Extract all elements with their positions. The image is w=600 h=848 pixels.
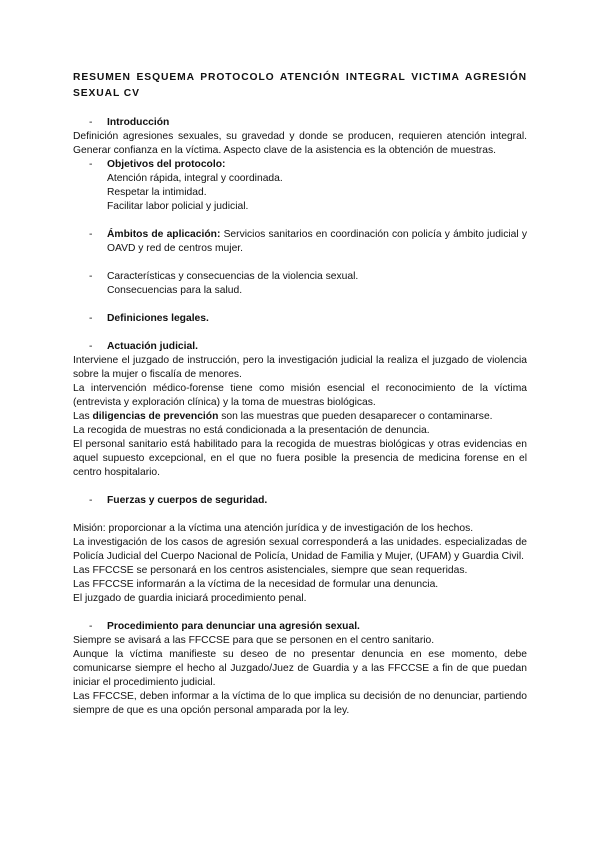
procedimiento-paragraph: Siempre se avisará a las FFCCSE para que se personen en el centro sanitario.: [73, 635, 435, 646]
bullet-dash: -: [89, 229, 93, 240]
section-heading-actuacion: [73, 340, 527, 354]
heading-text: Procedimiento para denunciar una agresión sexual.: [107, 621, 360, 632]
actuacion-paragraph: La intervención médico-forense tiene como misión esencial el reconocimiento de la víctima (entrevista y exploración clínica) y la toma de muestras biológicas.: [73, 383, 527, 408]
caracteristicas-line: Consecuencias para la salud.: [107, 285, 243, 296]
text-run: Las: [73, 411, 93, 422]
text-run: son las muestras que pueden desaparecer o contaminarse.: [218, 411, 493, 422]
caracteristicas-line: Características y consecuencias de la violencia sexual.: [107, 271, 359, 282]
bullet-dash: -: [89, 621, 93, 632]
bullet-dash: -: [89, 117, 93, 128]
section-heading-definiciones: [73, 312, 527, 326]
heading-text: Introducción: [107, 117, 170, 128]
fuerzas-paragraph: Las FFCCSE se personará en los centros asistenciales, siempre que sean requeridas.: [73, 565, 468, 576]
bullet-dash: -: [89, 271, 93, 282]
fuerzas-paragraph: El juzgado de guardia iniciará procedimiento penal.: [73, 593, 307, 604]
objetivo-item: Facilitar labor policial y judicial.: [107, 201, 249, 212]
ambitos-text: Servicios sanitarios en coordinación con policía y ámbito judicial y OAVD y red de centros mujer.: [107, 229, 527, 254]
section-heading-introduccion: [73, 116, 527, 130]
section-heading-fuerzas: [73, 494, 527, 508]
heading-text: Actuación judicial.: [107, 341, 198, 352]
fuerzas-paragraph: La investigación de los casos de agresión sexual corresponderá a las unidades. especializadas de Policía Judicial del Cuerpo Nacional de Policía, Unidad de Familia y Mujer, (UFAM) y Guardia Civil.: [73, 537, 527, 562]
actuacion-paragraph: Interviene el juzgado de instrucción, pero la investigación judicial la realiza el juzgado de violencia sobre la mujer o fiscalía de menores.: [73, 355, 527, 380]
section-ambitos: [73, 228, 527, 256]
bullet-dash: -: [89, 495, 93, 506]
bold-term: diligencias de prevención: [92, 411, 219, 422]
heading-text: Definiciones legales.: [107, 313, 209, 324]
heading-text: Fuerzas y cuerpos de seguridad.: [107, 495, 268, 506]
section-heading-procedimiento: [73, 620, 527, 634]
document-page: [73, 70, 527, 718]
section-heading-objetivos: [73, 158, 527, 172]
objetivo-item: Atención rápida, integral y coordinada.: [107, 173, 283, 184]
bullet-dash: -: [89, 313, 93, 324]
procedimiento-paragraph: Las FFCCSE, deben informar a la víctima de lo que implica su decisión de no denunciar, partiendo siempre de que es una opción personal amparada por la ley.: [73, 691, 527, 716]
procedimiento-paragraph: Aunque la víctima manifieste su deseo de no presentar denuncia en ese momento, debe comunicarse siempre el hecho al Juzgado/Juez de Guardia y a las FFCCSE a fin de que puedan iniciar el procedimiento judicial.: [73, 649, 527, 688]
heading-text: Ámbitos de aplicación:: [107, 229, 221, 240]
intro-paragraph: Definición agresiones sexuales, su gravedad y donde se producen, requieren atención integral. Generar confianza en la víctima. Aspecto clave de la asistencia es la obtención de muestras.: [73, 131, 527, 156]
actuacion-paragraph: [73, 410, 527, 424]
bullet-dash: -: [89, 159, 93, 170]
section-caracteristicas: [73, 270, 527, 284]
actuacion-paragraph: El personal sanitario está habilitado para la recogida de muestras biológicas y otras evidencias en aquel supuesto excepcional, en el que no fuera posible la presencia de medicina forense en el centro hospitalario.: [73, 439, 527, 478]
actuacion-paragraph: La recogida de muestras no está condicionada a la presentación de denuncia.: [73, 425, 430, 436]
bullet-dash: -: [89, 341, 93, 352]
fuerzas-paragraph: Las FFCCSE informarán a la víctima de la necesidad de formular una denuncia.: [73, 579, 439, 590]
fuerzas-paragraph: Misión: proporcionar a la víctima una atención jurídica y de investigación de los hechos.: [73, 523, 474, 534]
heading-text: Objetivos del protocolo:: [107, 159, 226, 170]
document-title: RESUMEN ESQUEMA PROTOCOLO ATENCIÓN INTEGRAL VICTIMA AGRESIÓN SEXUAL CV: [73, 72, 527, 99]
objetivo-item: Respetar la intimidad.: [107, 187, 207, 198]
